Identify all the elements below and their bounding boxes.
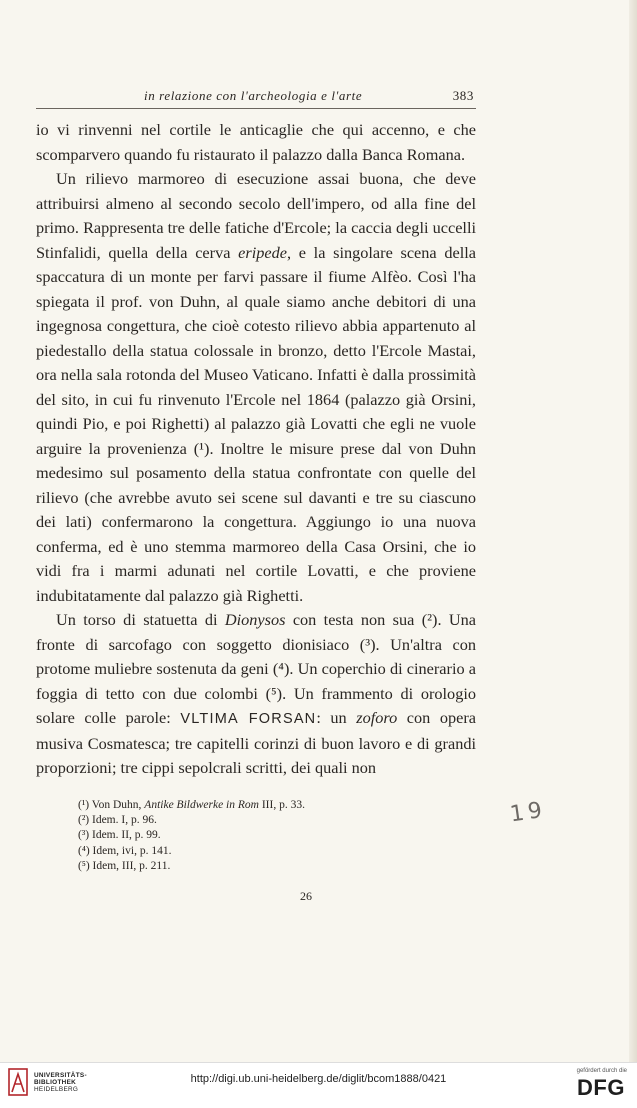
footnote-text-post: III, p. 33. bbox=[258, 799, 305, 811]
p3-text-a: Un torso di statuetta di bbox=[56, 610, 225, 629]
institution-line: BIBLIOTHEK bbox=[34, 1079, 77, 1087]
p2-text-a: Un rilievo marmoreo di esecuzione assai buona, che deve attribuirsi almeno al secondo secolo dell'impero, od alla fine del primo. Rappresenta tre delle fatiche d'Ercole; la caccia degli uccelli Stinfalidi, quella della cerva bbox=[36, 169, 476, 262]
p3-text-b: con testa non sua (²). Una fronte di sarcofago con soggetto dionisiaco (³). Un'altra con protome muliebre sostenuta da geni (⁴). Un coperchio di cinerario a foggia di tetto con due colombi (⁵). Un frammento di orologio solare colle parole: bbox=[36, 610, 477, 727]
footnote-mark: (²) bbox=[78, 814, 90, 827]
p3-text-c: : un bbox=[316, 708, 357, 727]
footnote-text: Von Duhn, bbox=[91, 799, 145, 811]
funding-note: gefördert durch die bbox=[576, 1068, 627, 1074]
footnote bbox=[78, 828, 478, 843]
paragraph-2 bbox=[36, 167, 476, 608]
footnote bbox=[78, 859, 478, 874]
footnote bbox=[78, 798, 478, 813]
source-url-link[interactable]: http://digi.ub.uni-heidelberg.de/diglit/bcom1888/0421 bbox=[190, 1073, 447, 1085]
p3-inscription: VLTIMA FORSAN bbox=[180, 711, 317, 727]
footnote-mark: (⁵) bbox=[78, 859, 90, 872]
page-number: 383 bbox=[452, 88, 474, 103]
institution-line: HEIDELBERG bbox=[34, 1086, 79, 1094]
footnote-text: Idem, ivi, p. 141. bbox=[92, 844, 172, 857]
footnotes bbox=[78, 798, 478, 874]
p2-text-b: , e la singolare scena della spaccatura di un monte per farvi passare il fiume Alfèo. Così l'ha spiegata il prof. von Duhn, al quale siamo anche debitori di una ingegnosa congettura, che cioè cotesto rilievo abbia appartenuto al piedestallo della statua colossale in bronzo, detto l'Ercole Mastai, ora nella sala rotonda del Museo Vaticano. Infatti è dalla prossimità del sito, in cui fu rinvenuto l'Ercole nel 1864 (palazzo già Orsini, quindi Pio, e poi Righetti) al palazzo già Lovatti che egli ne vuole arguire la provenienza (¹). Inoltre le misure prese dal von Duhn medesimo sul posamento della statua confrontate con quelle del rilievo (che avrebbe avuto sei scene sul davanti e tre su ciascuno dei lati) confermarono la congettura. Aggiungo io una nuova conferma, ed è uno stemma marmoreo della Casa Orsini, che io vidi fra i marmi adunati nel cortile Lovatti, e che proviene indubitatamente dal palazzo già Righetti. bbox=[36, 242, 476, 605]
body-text bbox=[36, 118, 476, 781]
signature-mark: 26 bbox=[300, 889, 312, 903]
footnote-text: Idem. I, p. 96. bbox=[91, 814, 157, 827]
page-edge bbox=[629, 0, 637, 1062]
footnote-text: Idem, III, p. 211. bbox=[92, 859, 171, 872]
p3-italic-1: Dionysos bbox=[224, 610, 286, 629]
dfg-logo: DFG bbox=[577, 1075, 625, 1100]
p2-italic: eripede bbox=[238, 242, 287, 262]
p3-italic-2: zoforo bbox=[356, 708, 398, 727]
p3-text-d: con opera musiva Cosmatesca; tre capitelli corinzi di buon lavoro e di grandi proporzioni; tre cippi sepolcrali scritti, dei quali non bbox=[36, 708, 477, 777]
footnote-mark: (³) bbox=[78, 829, 90, 842]
handwritten-margin-note: 19 bbox=[508, 797, 548, 828]
header-rule bbox=[36, 108, 476, 109]
running-title: in relazione con l'archeologia e l'arte bbox=[144, 88, 363, 103]
footnote-mark: (¹) bbox=[78, 799, 90, 811]
footnote bbox=[78, 813, 478, 828]
paragraph-3 bbox=[36, 608, 476, 781]
footnote bbox=[78, 844, 478, 859]
footnote-italic: Antike Bildwerke in Rom bbox=[144, 799, 259, 811]
viewer-footer bbox=[0, 1062, 637, 1108]
footnote-mark: (⁴) bbox=[78, 844, 90, 857]
running-head bbox=[36, 88, 474, 106]
footnote-text: Idem. II, p. 99. bbox=[91, 829, 161, 842]
institution-line: UNIVERSITÄTS- bbox=[34, 1072, 87, 1079]
paragraph-1: io vi rinvenni nel cortile le anticaglie che qui accenno, e che scomparvero quando fu ristaurato il palazzo dalla Banca Romana. bbox=[36, 120, 476, 164]
